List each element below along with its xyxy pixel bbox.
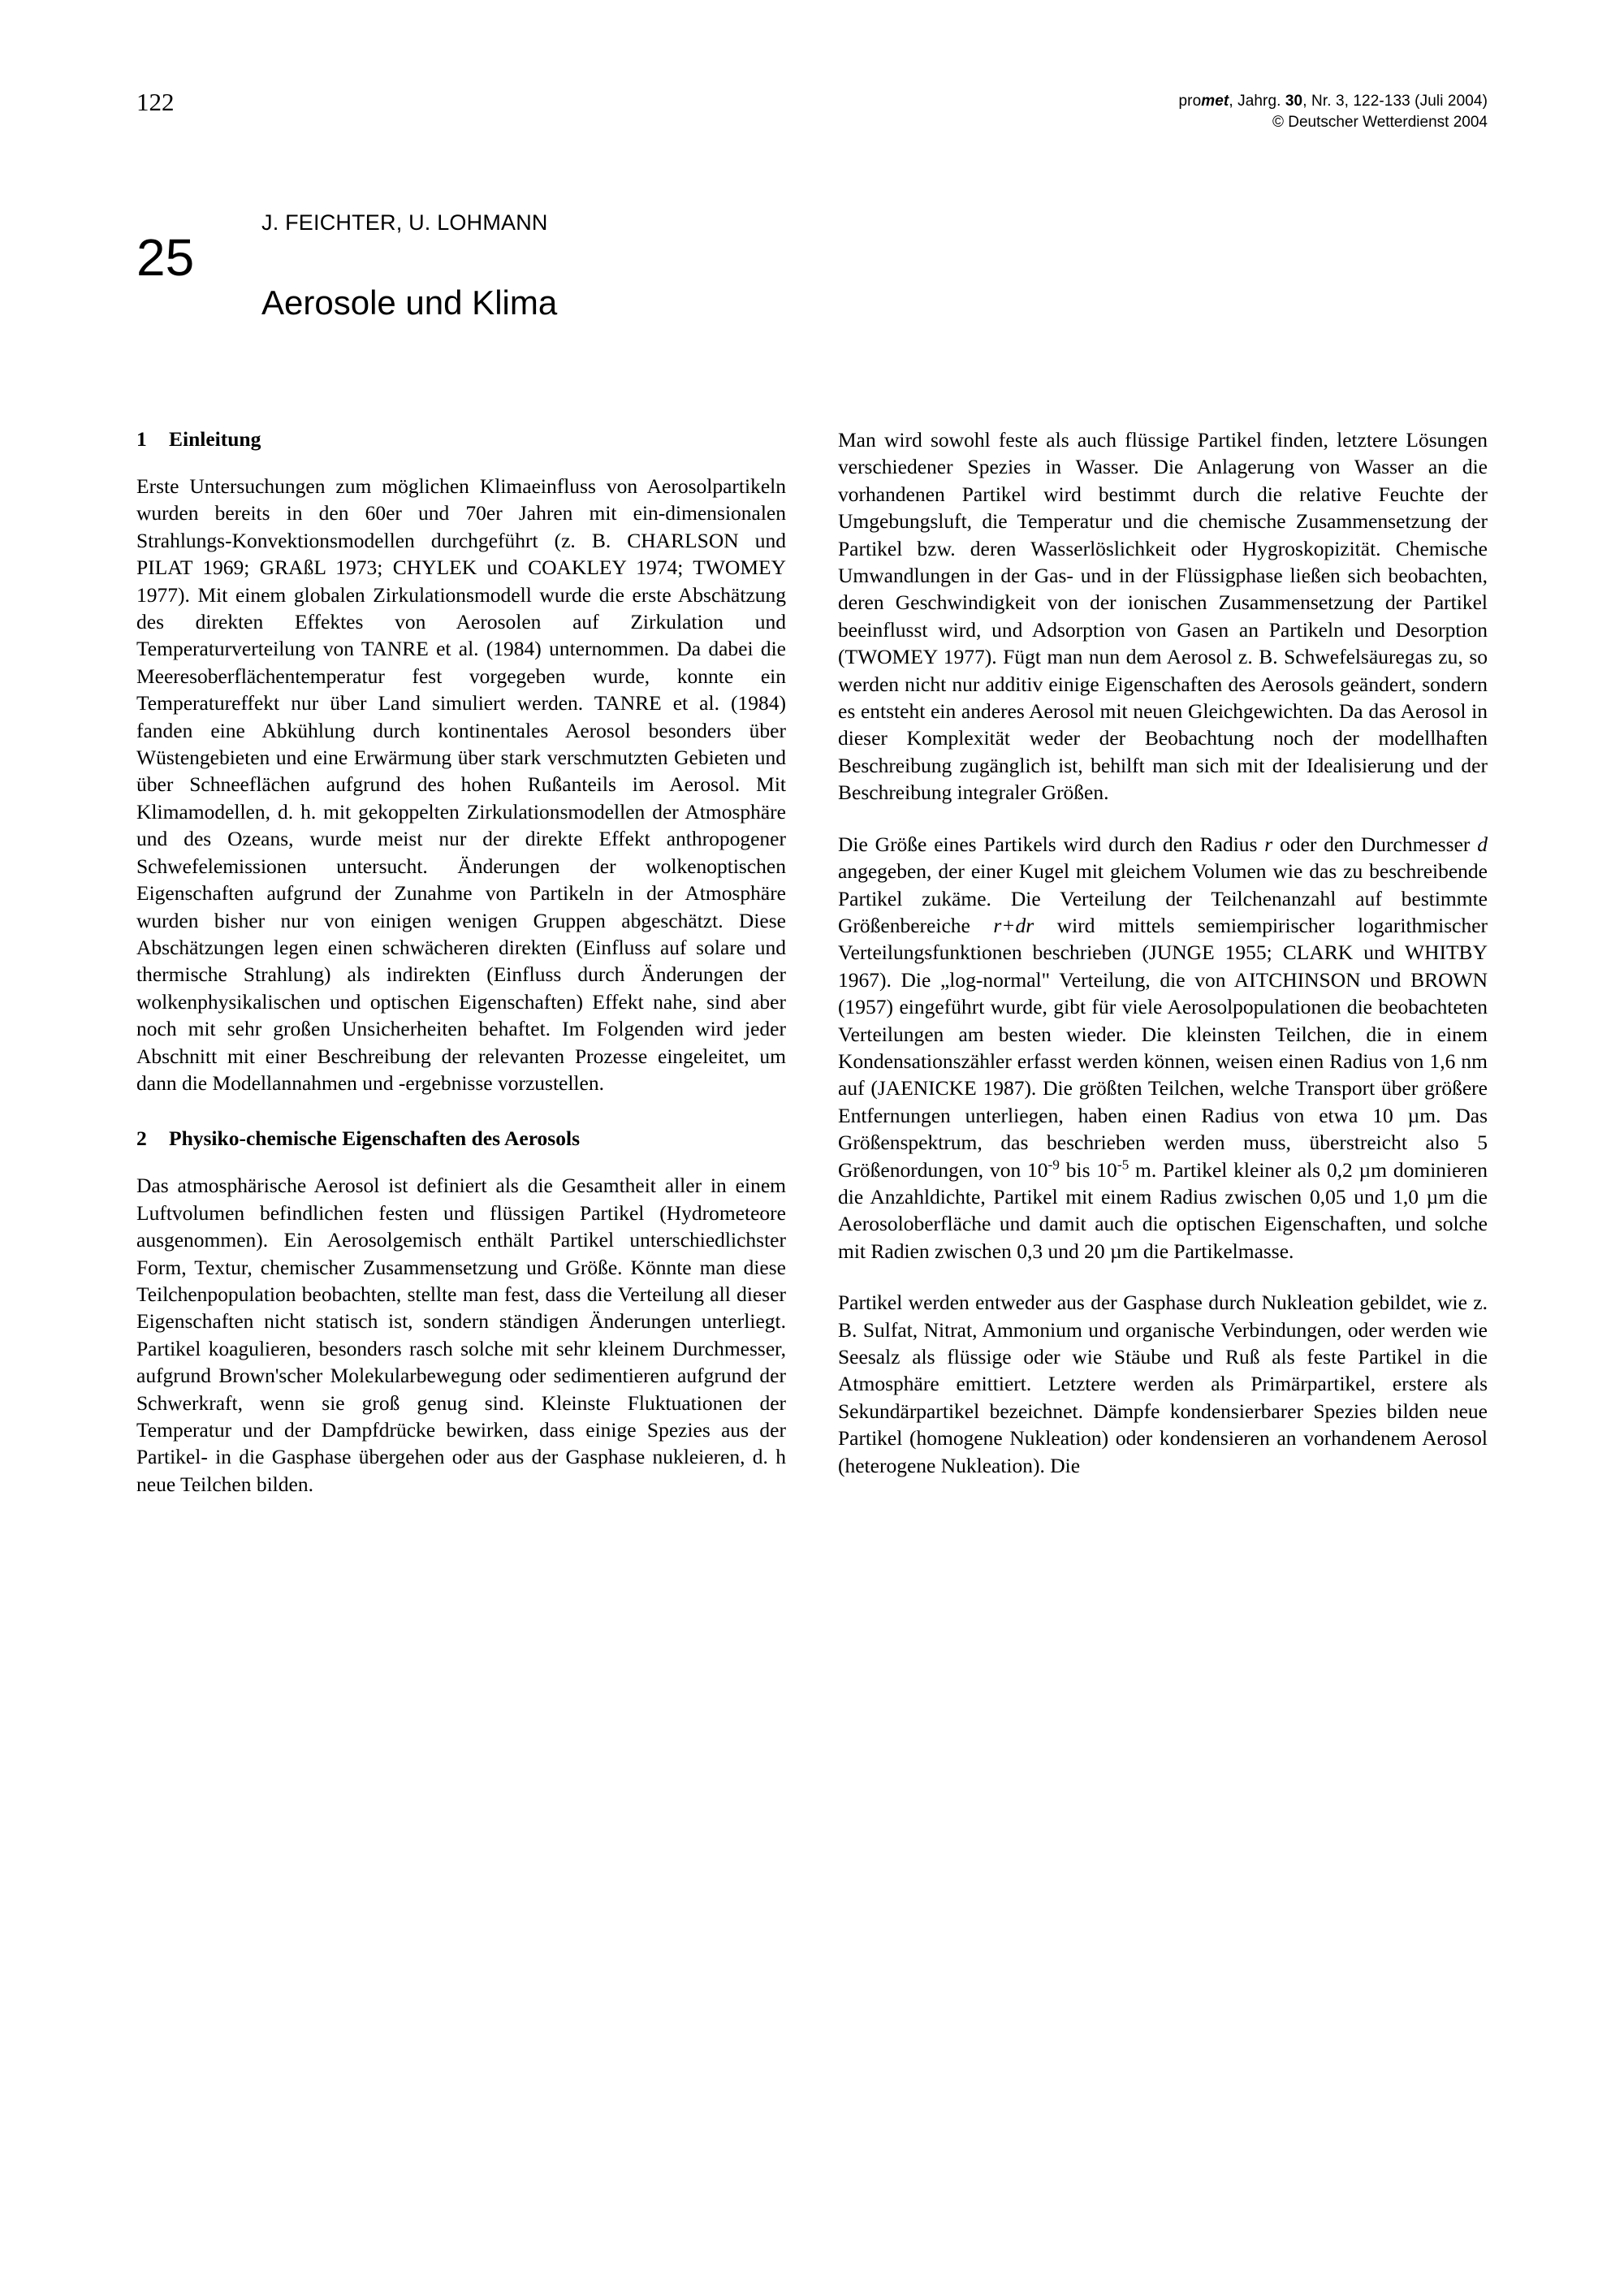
- section-number-1: 1: [136, 427, 147, 451]
- section-title-1: Einleitung: [169, 427, 261, 451]
- text-fragment: angegeben, der einer Kugel mit gleichem Volumen wie das zu beschreibende Partikel zukäme. Die Verteilung der Teilchenanzahl auf bestimmte Größenbereiche: [838, 859, 1488, 937]
- paragraph-right-3: Partikel werden entweder aus der Gasphase durch Nukleation gebildet, wie z. B. Sulfat, Nitrat, Ammonium und organische Verbindungen, oder werden wie Seesalz als flüssige oder wie Stäube und Ruß als feste Partikel in die Atmosphäre emittiert. Letztere werden als Primärpartikel, erstere als Sekundärpartikel bezeichnet. Dämpfe kondensierbarer Spezies bilden neue Partikel (homogene Nukleation) oder kondensieren an vorhandenem Aerosol (heterogene Nukleation). Die: [838, 1291, 1488, 1477]
- text-fragment: m. Partikel kleiner als 0,2 µm dominieren die Anzahldichte, Partikel mit einem Radius zwischen 0,05 und 1,0 µm die Aerosoloberfläche und damit auch die optischen Eigenschaften, und solche mit Radien zwischen 0,3 und 20 µm die Partikelmasse.: [838, 1157, 1488, 1263]
- paragraph-right-1: Man wird sowohl feste als auch flüssige Partikel finden, letztere Lösungen verschiedener Spezies in Wasser. Die Anlagerung von Wasser an die vorhandenen Partikel wird bestimmt durch die relative Feuchte der Umgebungsluft, die Temperatur und die chemische Zusammensetzung der Partikel bzw. deren Wasserlöslichkeit oder Hygroskopizität. Chemische Umwandlungen in der Gas- und in der Flüssigphase ließen sich beobachten, deren Geschwindigkeit von der ionischen Zusammensetzung der Partikel beeinflusst wird, und Adsorption von Gasen an Partikeln und Desorption (TWOMEY 1977). Fügt man nun dem Aerosol z. B. Schwefelsäuregas zu, so werden nicht nur additiv einige Eigenschaften des Aerosols geändert, sondern es entsteht ein anderes Aerosol mit neuen Gleichgewichten. Da das Aerosol in dieser Komplexität weder der Beobachtung noch der modellhaften Beschreibung zugänglich ist, behilft man sich mit der Idealisierung und der Beschreibung integraler Größen.: [838, 428, 1488, 805]
- journal-citation: [1178, 91, 1488, 112]
- text-fragment: oder den Durchmesser: [1272, 832, 1478, 856]
- paragraph-s2-1: Das atmosphärische Aerosol ist definiert als die Gesamtheit aller in einem Luftvolumen befindlichen festen und flüssigen Partikel (Hydrometeore ausgenommen). Ein Aerosolgemisch enthält Partikel unterschiedlichster Form, Textur, chemischer Zusammensetzung und Größe. Könnte man diese Teilchenpopulation beobachten, stellte man fest, dass die Verteilung all dieser Eigenschaften nicht statisch ist, sondern ständigen Änderungen unterliegt. Partikel koagulieren, besonders rasch solche mit sehr kleinem Durchmesser, aufgrund Brown'scher Molekularbewegung oder sedimentieren aufgrund der Schwerkraft, wenn sie groß genug sind. Kleinste Fluktuationen der Temperatur und der Dampfdrücke bewirken, dass einige Spezies aus der Partikel- in die Gasphase übergehen oder aus der Gasphase nukleieren, d. h neue Teilchen bilden.: [136, 1174, 786, 1496]
- journal-name-pro: pro: [1178, 93, 1202, 110]
- exponent-minus-five: -5: [1116, 1157, 1129, 1173]
- body-columns: [136, 426, 1488, 1498]
- paragraph-right-2: [838, 831, 1488, 1265]
- symbol-radius-interval: r+dr: [993, 913, 1034, 937]
- symbol-radius: r: [1264, 832, 1273, 856]
- text-fragment: wird mittels semiempirischer logarithmischer Verteilungsfunktionen beschrieben (JUNGE 1955; CLARK und WHITBY 1967). Die „log-normal" Verteilung, die von AITCHINSON und BROWN (1957) eingeführt wurde, gibt für viele Aerosolpopulationen die beobachteten Verteilungen am besten wieder. Die kleinsten Teilchen, die in einem Kondensationszähler erfasst werden können, weisen einen Radius von 1,6 nm auf (JAENICKE 1987). Die größten Teilchen, welche Transport über größere Entfernungen unterliegen, haben einen Radius von etwa 10 µm. Das Größenspektrum, das beschrieben werden muss, überstreicht also 5 Größenordungen, von 10: [838, 913, 1488, 1182]
- page-title: Aerosole und Klima: [261, 283, 558, 322]
- journal-issue: , Nr. 3, 122-133 (Juli 2004): [1302, 93, 1488, 110]
- text-fragment: Die Größe eines Partikels wird durch den Radius: [838, 832, 1265, 856]
- chapter-number: 25: [136, 228, 195, 287]
- column-left: [136, 426, 786, 1498]
- text-fragment: bis 10: [1059, 1157, 1117, 1182]
- copyright-notice: © Deutscher Wetterdienst 2004: [1272, 114, 1488, 131]
- author-list: J. FEICHTER, U. LOHMANN: [261, 210, 548, 235]
- section-heading-1: [136, 426, 786, 452]
- page-number: 122: [136, 88, 175, 116]
- journal-volume-label: , Jahrg.: [1229, 93, 1285, 110]
- paragraph-intro-1: Erste Untersuchungen zum möglichen Klimaeinfluss von Aerosolpartikeln wurden bereits in den 60er und 70er Jahren mit ein-dimensionalen Strahlungs-Konvektionsmodellen durchgeführt (z. B. CHARLSON und PILAT 1969; GRAßL 1973; CHYLEK und COAKLEY 1974; TWOMEY 1977). Mit einem globalen Zirkulationsmodell wurde die erste Abschätzung des direkten Effektes von Aerosolen auf Zirkulation und Temperaturverteilung von TANRE et al. (1984) unternommen. Da dabei die Meeresoberflächentemperatur fest vorgegeben wurde, konnte ein Temperatureffekt nur über Land simuliert werden. TANRE et al. (1984) fanden eine Abkühlung durch kontinentales Aerosol besonders über Wüstengebieten und eine Erwärmung über stark verschmutzten Gebieten und über Schneeflächen aufgrund des hohen Rußanteils im Aerosol. Mit Klimamodellen, d. h. mit gekoppelten Zirkulationsmodellen der Atmosphäre und des Ozeans, wurde meist nur der direkte Effekt anthropogener Schwefelemissionen untersucht. Änderungen der wolkenoptischen Eigenschaften aufgrund der Zunahme von Partikeln in der Atmosphäre wurden bisher nur von einigen wenigen Gruppen abgeschätzt. Diese Abschätzungen legen einen schwächeren direkten (Einfluss auf solare und thermische Strahlung) als indirekten (Einfluss durch Änderungen der wolkenphysikalischen und optischen Eigenschaften) Effekt nahe, sind aber noch mit sehr großen Unsicherheiten behaftet. Im Folgenden wird jeder Abschnitt mit einer Beschreibung der relevanten Prozesse eingeleitet, um dann die Modellannahmen und -ergebnisse vorzustellen.: [136, 474, 786, 1095]
- journal-name-met: met: [1201, 93, 1229, 110]
- section-heading-2: [136, 1126, 786, 1151]
- column-right: [838, 426, 1488, 1479]
- exponent-minus-nine: -9: [1047, 1157, 1060, 1173]
- page-header: [136, 88, 1488, 145]
- journal-volume: 30: [1285, 93, 1303, 110]
- section-title-2: Physiko-chemische Eigenschaften des Aerosols: [169, 1126, 580, 1151]
- section-number-2: 2: [136, 1126, 147, 1151]
- symbol-diameter: d: [1477, 832, 1488, 856]
